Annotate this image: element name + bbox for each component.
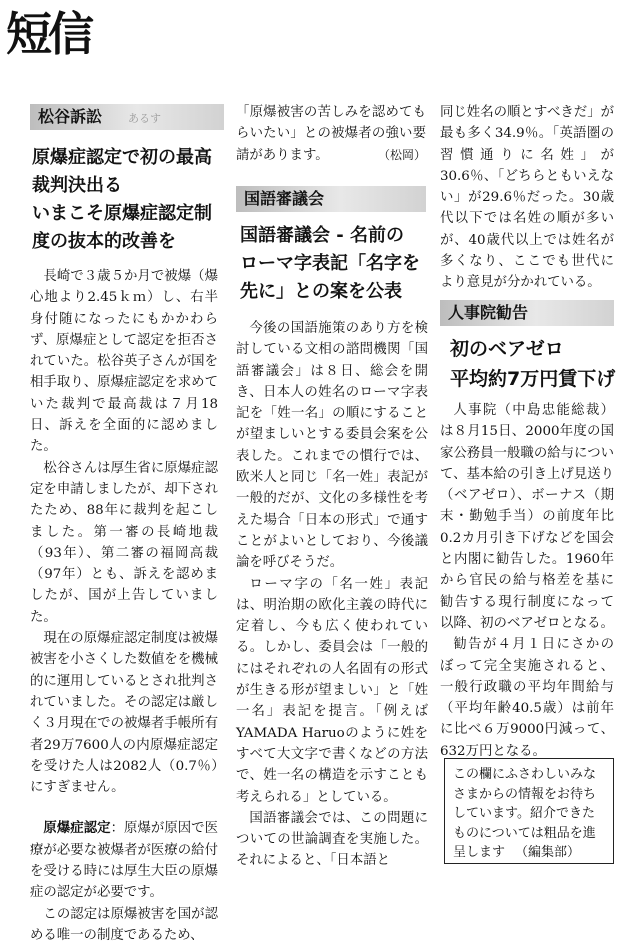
article-body-matsuya — [30, 266, 218, 946]
article-body-kokugo — [236, 318, 428, 872]
headline-line: 裁判決出る — [32, 175, 122, 196]
article-continuation-kokugo — [440, 102, 614, 294]
paragraph: 国語審議会では、この問題についての世論調査を実施した。それによると、「日本語と — [236, 810, 428, 869]
paragraph: 今後の国語施策のあり方を検討している文相の諮問機関「国語審議会」は８日、総会を開き、日本人の姓名のローマ字表記を「姓一名」の順にすることが望ましいとする委員会案を公表した。これまでの慣行では、欧米人と同じ「名一姓」表記が一般的だが、文化の多様性を考えた場合「日本の形式」で通すことがよいとしており、今後議論を呼びそうだ。 — [236, 321, 428, 571]
article-body-jinjiin — [440, 400, 614, 762]
section-label-decoration: あるす — [128, 112, 162, 125]
headline-line: 初のベアゼロ — [450, 338, 564, 360]
notice-box — [444, 758, 614, 864]
headline-line: 国語審議会 - 名前の — [240, 225, 405, 246]
notice-signature: （編集部） — [515, 845, 581, 860]
paragraph: 松谷さんは厚生省に原爆症認定を申請しましたが、却下されたため、88年に裁判を起こしました。第一審の長崎地裁（93年）、第二審の福岡高裁（97年）とも、訴えを認めましたが、国が上告していました。 — [30, 460, 218, 625]
section-label-kokugo — [236, 186, 426, 212]
notice-text: この欄にふさわしいみなさまからの情報をお待ちしています。紹介できたものについては粗品を進呈します — [453, 767, 597, 860]
paragraph: 人事院（中島忠能総裁）は８月15日、2000年度の国家公務員一般職の給与について、基本給の引き上げ見送り（ベアゼロ）、ボーナス（期末・勤勉手当）の前度年比0.2カ月引き下げなどを国会と内閣に勧告した。1960年から官民の給与格差を基に勧告する現行制度になって以降、初のベアゼロとなる。 — [440, 403, 614, 631]
headline-line: 平均約7万円賃下げ — [450, 368, 616, 390]
headline-line: 原爆症認定で初の最高 — [32, 147, 212, 168]
section-label-matsuya — [30, 104, 224, 130]
section-label-text: 国語審議会 — [244, 189, 325, 208]
headline-line: 先に」との案を公表 — [240, 281, 402, 302]
paragraph: この認定は原爆被害を国が認める唯一の制度であるため、 — [30, 906, 218, 943]
continued-text: 「原爆被害の苦しみを認めてもらいたい」との被爆者の強い要請があります。 — [236, 105, 426, 163]
paragraph — [236, 102, 426, 166]
byline: （松岡） — [377, 147, 426, 162]
section-label-jinjiin — [440, 300, 614, 326]
glossary-term: 原爆症認定 — [43, 820, 111, 837]
paragraph: 長崎で３歳５か月で被爆（爆心地より2.45ｋｍ）し、右半身付随になったにもかかわらず、原爆症として認定を拒否されていた。松谷英子さんが国を相手取り、原爆症認定を求めていた裁判で最高裁は７月18日、訴えを全面的に認めました。 — [30, 269, 218, 455]
paragraph: 現在の原爆症認定制度は被爆被害を小さくした数値をを機械的に運用しているとされ批判されていました。その認定は厳しく３月現在での被爆者手帳所有者29万7600人の内原爆症認定を受けた人は2082人（0.7％）にすぎません。 — [30, 631, 218, 796]
glossary-note — [30, 818, 218, 903]
headline-kokugo — [240, 222, 436, 306]
glossary-text: ：原爆が原因で医療が必要な被爆者が医療の給付を受ける時には厚生大臣の原爆症の認定が必要です。 — [30, 821, 219, 901]
continued-text: 同じ姓名の順とすべきだ」が最も多く34.9％。「英語圏の習慣通りに名姓」が30.6％、「どちらともいえない」が29.6％だった。30歳代以下では名姓の順が多いが、40歳代以上では姓名が多くなり、ここでも世代により意見が分かれている。 — [440, 105, 614, 291]
article-continuation-matsuya — [236, 102, 426, 166]
headline-line: 度の抜本的改善を — [32, 231, 176, 252]
paragraph: 勧告が４月１日にさかのぼって完全実施されると、一般行政職の平均年間給与（平均年齢40.5歳）は前年に比べ６万9000円減って、632万円となる。 — [440, 637, 614, 759]
masthead-title: 短信 — [6, 7, 90, 61]
headline-line: いまこそ原爆症認定制 — [32, 203, 212, 224]
headline-jinjiin — [450, 334, 622, 394]
section-label-text: 松谷訴訟 — [38, 107, 103, 126]
headline-matsuya — [32, 144, 232, 256]
paragraph: ローマ字の「名一姓」表記は、明治期の欧化主義の時代に定着し、今も広く使われている。しかし、委員会は「一般的にはそれぞれの人名固有の形式が生きる形が望ましい」と「姓一名」表記を提言。「例えばYAMADA Haruoのように姓をすべて大文字で書くなどの方法で、姓一名の構造を示すことも考えられる」としている。 — [236, 576, 428, 805]
section-label-text: 人事院勧告 — [448, 303, 529, 322]
headline-line: ローマ字表記「名字を — [240, 253, 420, 274]
